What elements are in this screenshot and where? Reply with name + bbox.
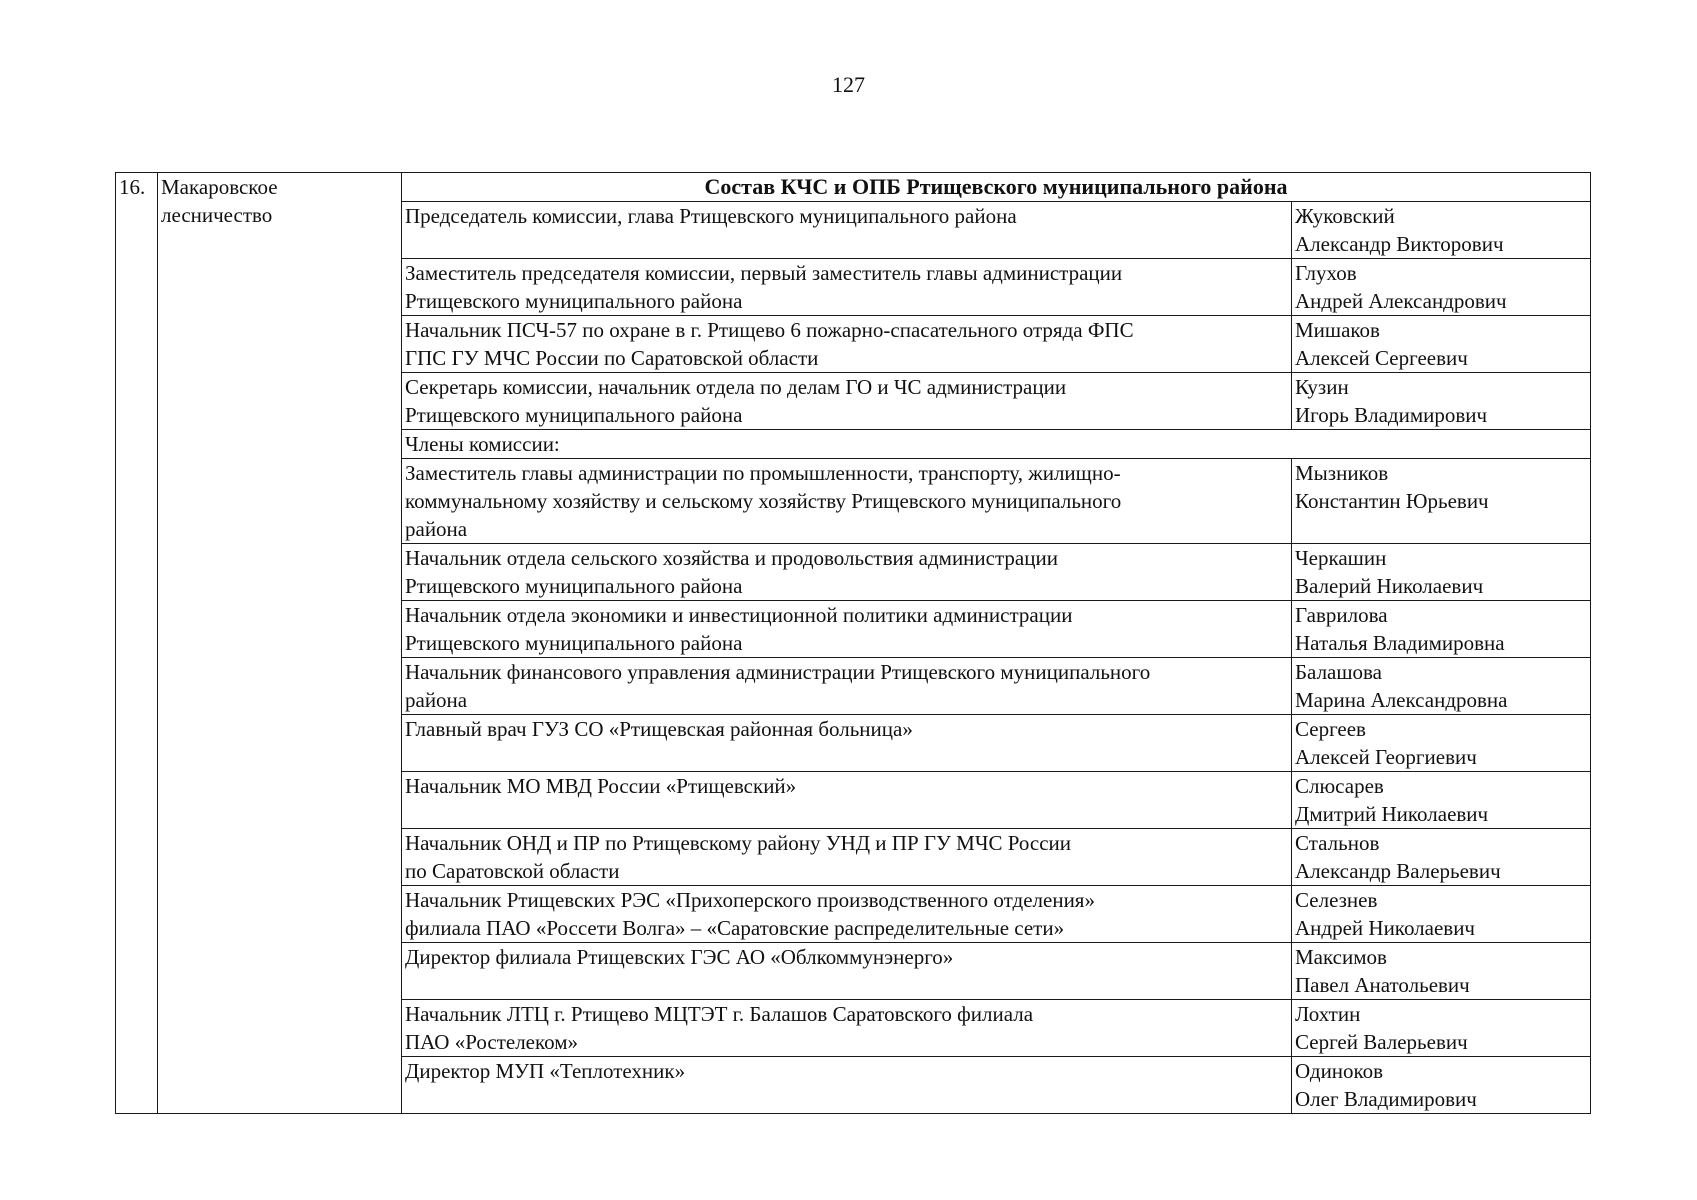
person-name-line: Игорь Владимирович <box>1295 403 1488 427</box>
position-line: ПАО «Ростелеком» <box>405 1030 579 1054</box>
position-line: Ртищевского муниципального района <box>405 289 743 313</box>
person-name-line: Стальнов <box>1295 831 1380 855</box>
position-cell <box>402 1000 1292 1057</box>
person-name-line: Сергеев <box>1295 717 1366 741</box>
person-name-line: Лохтин <box>1295 1002 1361 1026</box>
position-line: Директор МУП «Теплотехник» <box>405 1059 686 1083</box>
position-cell <box>402 715 1292 772</box>
person-name-line: Константин Юрьевич <box>1295 489 1489 513</box>
page-number: 127 <box>832 72 865 97</box>
position-line: Директор филиала Ртищевских ГЭС АО «Облкоммунэнерго» <box>405 945 954 969</box>
position-line: Главный врач ГУЗ СО «Ртищевская районная больница» <box>405 717 913 741</box>
position-cell <box>402 202 1292 259</box>
position-line: коммунальному хозяйству и сельскому хозяйству Ртищевского муниципального <box>405 489 1122 513</box>
person-name-line: Марина Александровна <box>1295 688 1508 712</box>
person-name-line: Глухов <box>1295 261 1357 285</box>
forestry-name-line: лесничество <box>161 203 273 227</box>
person-name-line: Максимов <box>1295 945 1387 969</box>
position-line: Ртищевского муниципального района <box>405 403 743 427</box>
person-name-line: Наталья Владимировна <box>1295 631 1505 655</box>
person-name-line: Алексей Георгиевич <box>1295 745 1477 769</box>
position-line: филиала ПАО «Россети Волга» – «Саратовские распределительные сети» <box>405 916 1065 940</box>
person-name-line: Валерий Николаевич <box>1295 574 1484 598</box>
person-name-line: Гаврилова <box>1295 603 1388 627</box>
person-name-line: Александр Валерьевич <box>1295 859 1501 883</box>
person-name-line: Черкашин <box>1295 546 1387 570</box>
commission-table <box>115 172 1591 1114</box>
position-line: ГПС ГУ МЧС России по Саратовской области <box>405 346 819 370</box>
position-line: Начальник Ртищевских РЭС «Прихоперского производственного отделения» <box>405 888 1095 912</box>
forestry-name <box>158 173 402 1114</box>
person-name-cell <box>1292 544 1591 601</box>
person-name-cell <box>1292 715 1591 772</box>
position-line: Заместитель председателя комиссии, первый заместитель главы администрации <box>405 261 1123 285</box>
person-name-line: Павел Анатольевич <box>1295 973 1470 997</box>
person-name-line: Андрей Александрович <box>1295 289 1507 313</box>
position-cell <box>402 459 1292 544</box>
person-name-line: Андрей Николаевич <box>1295 916 1475 940</box>
position-line: Начальник ОНД и ПР по Ртищевскому району УНД и ПР ГУ МЧС России <box>405 831 1072 855</box>
person-name-line: Слюсарев <box>1295 774 1384 798</box>
position-line: Ртищевского муниципального района <box>405 574 743 598</box>
position-line: Заместитель главы администрации по промышленности, транспорту, жилищно- <box>405 461 1121 485</box>
position-cell <box>402 1057 1292 1114</box>
position-line: Начальник ПСЧ-57 по охране в г. Ртищево 6 пожарно-спасательного отряда ФПС <box>405 318 1134 342</box>
position-line: Начальник финансового управления администрации Ртищевского муниципального <box>405 660 1151 684</box>
position-cell <box>402 943 1292 1000</box>
position-line: района <box>405 688 468 712</box>
person-name-cell <box>1292 1000 1591 1057</box>
person-name-cell <box>1292 259 1591 316</box>
position-cell <box>402 259 1292 316</box>
position-line: по Саратовской области <box>405 859 620 883</box>
person-name-cell <box>1292 601 1591 658</box>
person-name-cell <box>1292 658 1591 715</box>
entry-number: 16. <box>116 173 158 1114</box>
person-name-cell <box>1292 772 1591 829</box>
position-line: Начальник отдела сельского хозяйства и продовольствия администрации <box>405 546 1058 570</box>
person-name-line: Олег Владимирович <box>1295 1087 1477 1111</box>
position-line: Начальник МО МВД России «Ртищевский» <box>405 774 797 798</box>
person-name-line: Александр Викторович <box>1295 232 1504 256</box>
position-line: Начальник отдела экономики и инвестиционной политики администрации <box>405 603 1073 627</box>
person-name-cell <box>1292 459 1591 544</box>
position-cell <box>402 373 1292 430</box>
position-cell <box>402 316 1292 373</box>
person-name-line: Балашова <box>1295 660 1382 684</box>
position-line: Секретарь комиссии, начальник отдела по делам ГО и ЧС администрации <box>405 375 1067 399</box>
person-name-line: Жуковский <box>1295 204 1395 228</box>
person-name-cell <box>1292 829 1591 886</box>
position-line: района <box>405 517 468 541</box>
person-name-cell <box>1292 316 1591 373</box>
person-name-cell <box>1292 943 1591 1000</box>
person-name-cell <box>1292 1057 1591 1114</box>
person-name-cell <box>1292 202 1591 259</box>
person-name-line: Селезнев <box>1295 888 1378 912</box>
person-name-cell <box>1292 886 1591 943</box>
person-name-line: Мишаков <box>1295 318 1380 342</box>
position-cell <box>402 544 1292 601</box>
person-name-line: Кузин <box>1295 375 1349 399</box>
person-name-line: Дмитрий Николаевич <box>1295 802 1489 826</box>
person-name-line: Сергей Валерьевич <box>1295 1030 1468 1054</box>
position-line: Ртищевского муниципального района <box>405 631 743 655</box>
person-name-line: Одиноков <box>1295 1059 1384 1083</box>
position-line: Начальник ЛТЦ г. Ртищево МЦТЭТ г. Балашов Саратовского филиала <box>405 1002 1034 1026</box>
person-name-cell <box>1292 373 1591 430</box>
forestry-name-line: Макаровское <box>161 175 278 199</box>
position-line: Председатель комиссии, глава Ртищевского муниципального района <box>405 204 1017 228</box>
members-heading: Члены комиссии: <box>402 430 1591 459</box>
position-cell <box>402 886 1292 943</box>
person-name-line: Алексей Сергеевич <box>1295 346 1468 370</box>
position-cell <box>402 658 1292 715</box>
table-title: Состав КЧС и ОПБ Ртищевского муниципального района <box>402 173 1591 202</box>
position-cell <box>402 829 1292 886</box>
position-cell <box>402 772 1292 829</box>
position-cell <box>402 601 1292 658</box>
table-header-row <box>116 173 1591 202</box>
person-name-line: Мызников <box>1295 461 1389 485</box>
